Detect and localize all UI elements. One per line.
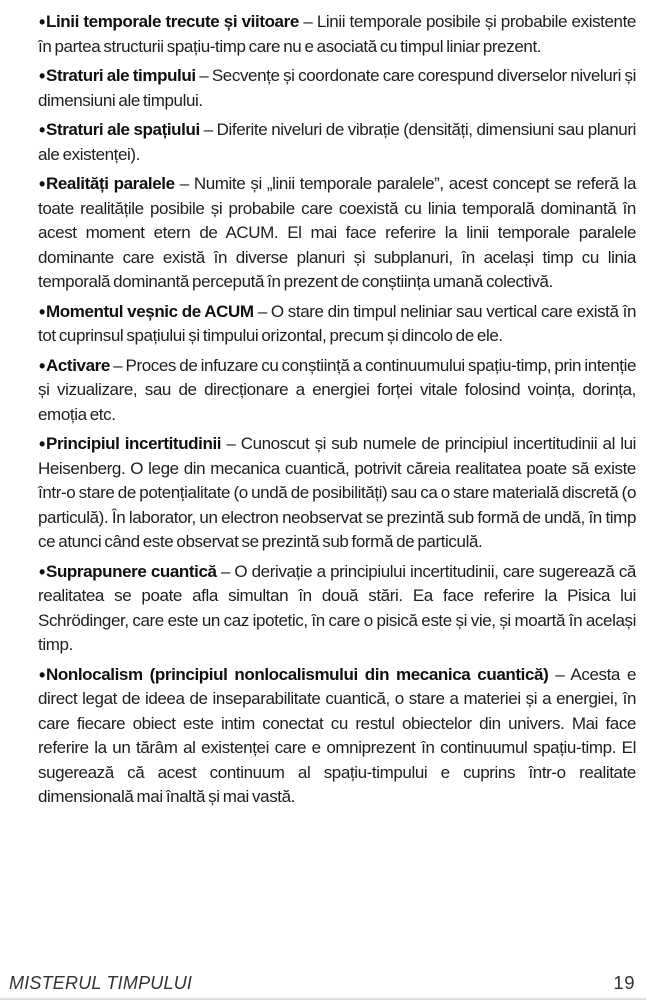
term-definition: – Acesta e direct legat de ideea de inseparabilitate cuantică, o stare a materiei și a energiei, în care fiecare obiect este intim conectat cu restul obiectelor din univers. Mai face referire la un tărâm al existenței care e omniprezent în continuumul spațiu-timp. El sugerează că acest continuum al spațiu-timpului e cuprins într-o realitate dimensională mai înaltă și mai vastă. xyxy=(38,664,637,806)
bullet-icon: • xyxy=(39,664,45,685)
term-definition: – O derivație a principiului incertitudinii, care sugerează că realitatea se poate afla simultan în două stări. Ea face referire la Pisica lui Schrödinger, care este un caz ipotetic, în care o pisică este și vie, și moartă în același timp. xyxy=(38,561,636,654)
glossary-item xyxy=(38,300,636,349)
glossary-item xyxy=(38,118,636,167)
term-definition: – Secvențe și coordonate care corespund diverselor niveluri și dimensiuni ale timpului. xyxy=(38,66,636,110)
term-title: Momentul veșnic de ACUM xyxy=(46,301,254,321)
bullet-icon: • xyxy=(39,66,45,86)
term-definition: – Proces de infuzare cu conștiință a continuumului spațiu-timp, prin intenție și vizualizare, sau de direcționare a energiei forței vitale folosind voința, dorința, emoția etc. xyxy=(38,355,637,424)
glossary-item xyxy=(38,663,636,810)
book-title: MISTERUL TIMPULUI xyxy=(9,973,193,993)
glossary-item xyxy=(38,10,636,59)
bullet-icon: • xyxy=(39,434,45,454)
page-number: 19 xyxy=(613,972,635,993)
term-title: Activare xyxy=(46,355,110,375)
bullet-icon: • xyxy=(39,301,45,322)
glossary-item xyxy=(38,64,636,113)
glossary-item xyxy=(38,432,636,555)
term-definition: – Diferite niveluri de vibrație (densități, dimensiuni sau planuri ale existenței). xyxy=(38,120,636,164)
term-title: Suprapunere cuantică xyxy=(46,561,217,581)
term-title: Principiul incertitudinii xyxy=(46,434,222,453)
bullet-icon: • xyxy=(39,174,45,194)
term-title: Straturi ale timpului xyxy=(46,66,196,85)
glossary-list xyxy=(0,10,646,815)
term-definition: – Linii temporale posibile și probabile existente în partea structurii spațiu-timp care nu e asociată cu timpul liniar prezent. xyxy=(38,12,636,56)
glossary-item xyxy=(38,560,636,658)
term-title: Nonlocalism (principiul nonlocalismului din mecanica cuantică) xyxy=(46,664,549,684)
term-definition: – O stare din timpul neliniar sau vertical care există în tot cuprinsul spațiului și timpului orizontal, precum și dincolo de ele. xyxy=(38,301,637,345)
bullet-icon: • xyxy=(39,12,45,32)
term-title: Straturi ale spațiului xyxy=(46,120,200,139)
page-footer xyxy=(9,972,635,994)
term-definition: – Numite și „linii temporale paralele”, acest concept se referă la toate realitățile posibile și probabile care coexistă cu linia temporală dominantă în acest moment etern de ACUM. El mai face referire la linii temporale paralele dominante care există în diverse planuri și subplanuri, în același timp cu linia temporală dominantă percepută în prezent de conștiința umană colectivă. xyxy=(38,174,636,291)
glossary-item xyxy=(38,172,636,295)
term-definition: – Cunoscut și sub numele de principiul incertitudinii al lui Heisenberg. O lege din mecanica cuantică, potrivit căreia realitatea poate să existe într-o stare de potențialitate (o undă de posibilități) sau ca o stare materială discretă (o particulă). În laborator, un electron neobservat se prezintă sub formă de undă, în timp ce atunci când este observat se prezintă sub formă de particulă. xyxy=(38,434,637,551)
bullet-icon: • xyxy=(39,561,45,582)
glossary-item xyxy=(38,354,636,428)
term-title: Linii temporale trecute și viitoare xyxy=(46,12,299,31)
bullet-icon: • xyxy=(39,355,45,376)
term-title: Realități paralele xyxy=(46,174,175,193)
bullet-icon: • xyxy=(39,120,45,140)
